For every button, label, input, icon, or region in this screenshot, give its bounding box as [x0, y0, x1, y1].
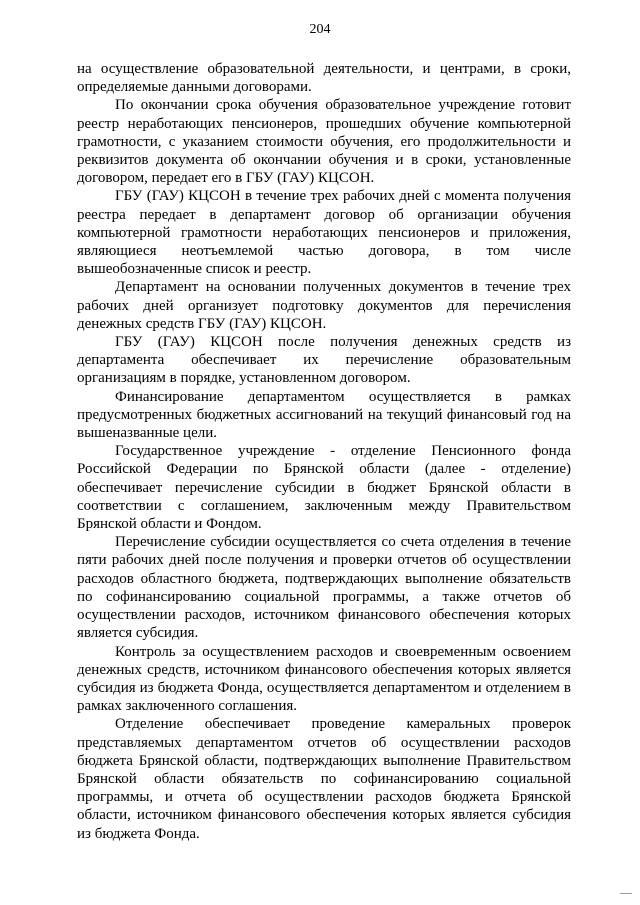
paragraph-10: Отделение обеспечивает проведение камеральных проверок представляемых департаментом отчетов об осуществлении расходов бюджета Брянской области, подтверждающих выполнение Правительством Брянской области обязательств по софинансированию социальной программы, и отчета об осуществлении расходов бюджета Брянской области, источником финансового обеспечения которых является субсидия из бюджета Фонда.: [77, 716, 571, 842]
paragraph-5: ГБУ (ГАУ) КЦСОН после получения денежных средств из департамента обеспечивает их перечисление образовательным организациям в порядке, установленном договором.: [77, 334, 571, 387]
paragraph-2: По окончании срока обучения образовательное учреждение готовит реестр неработающих пенсионеров, прошедших обучение компьютерной грамотности, с указанием стоимости обучения, его продолжительности и реквизитов документа об окончании обучения и в сроки, установленные договором, передает его в ГБУ (ГАУ) КЦСОН.: [77, 97, 571, 187]
paragraph-4: Департамент на основании полученных документов в течение трех рабочих дней организует подготовку документов для перечисления денежных средств ГБУ (ГАУ) КЦСОН.: [77, 279, 571, 332]
paragraph-6: Финансирование департаментом осуществляется в рамках предусмотренных бюджетных ассигнований на текущий финансовый год на вышеназванные цели.: [77, 388, 571, 442]
paragraph-7: Государственное учреждение - отделение Пенсионного фонда Российской Федерации по Брянской области (далее - отделение) обеспечивает перечисление субсидии в бюджет Брянской области в соответствии с соглашением, заключенным между Правительством Брянской области и Фондом.: [77, 443, 571, 533]
page-number: 204: [309, 22, 331, 37]
document-body: [77, 60, 571, 843]
scan-edge-mark: [620, 893, 632, 894]
paragraph-3: ГБУ (ГАУ) КЦСОН в течение трех рабочих дней с момента получения реестра передает в департамент договор об организации обучения компьютерной грамотности неработающих пенсионеров и приложения, являющиеся неотъемлемой частью договора, в том числе вышеобозначенные список и реестр.: [77, 188, 571, 278]
paragraph-9: Контроль за осуществлением расходов и своевременным освоением денежных средств, источником финансового обеспечения которых является субсидия из бюджета Фонда, осуществляется департаментом и отделением в рамках заключенного соглашения.: [77, 643, 571, 715]
paragraph-8: Перечисление субсидии осуществляется со счета отделения в течение пяти рабочих дней после получения и проверки отчетов об осуществлении расходов областного бюджета, подтверждающих выполнение обязательств по софинансированию социальной программы, а также отчетов об осуществлении расходов, источником финансового обеспечения которых является субсидия.: [77, 534, 571, 642]
paragraph-1: на осуществление образовательной деятельности, и центрами, в сроки, определяемые данными договорами.: [77, 61, 571, 96]
